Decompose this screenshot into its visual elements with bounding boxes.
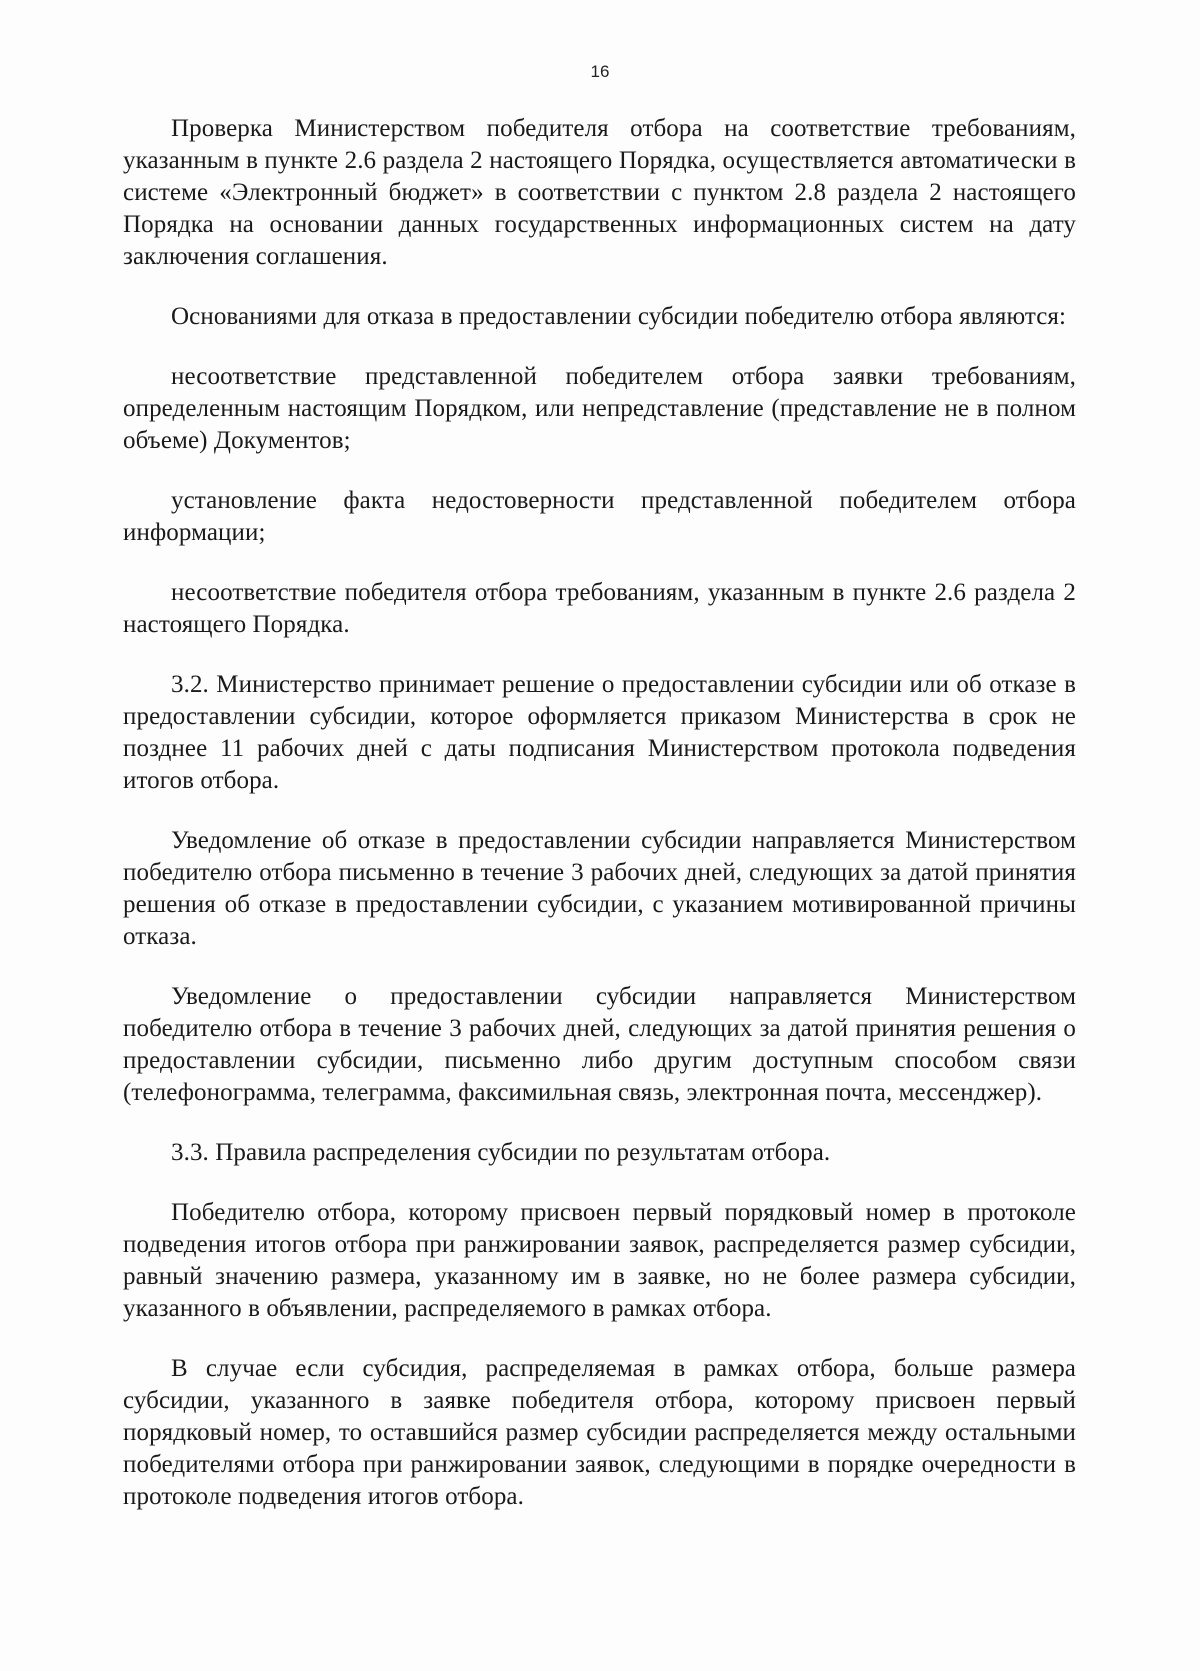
paragraph-3-3-heading: 3.3. Правила распределения субсидии по результатам отбора. — [171, 1139, 831, 1166]
page-number: 16 — [590, 62, 610, 81]
paragraph-refusal-grounds: Основаниями для отказа в предоставлении субсидии победителю отбора являются: — [171, 303, 1067, 330]
paragraph-verification: Проверка Министерством победителя отбора на соответствие требованиям, указанным в пункте 2.6 раздела 2 настоящего Порядка, осуществляется автоматически в системе «Электронный бюджет» в соответствии с пунктом 2.8 раздела 2 настоящего Порядка на основании данных государственных информационных систем на дату заключения соглашения. — [123, 115, 1076, 270]
paragraph-ground-noncompliance-winner: несоответствие победителя отбора требованиям, указанным в пункте 2.6 раздела 2 настоящего Порядка. — [123, 579, 1076, 638]
paragraph-3-2-decision: 3.2. Министерство принимает решение о предоставлении субсидии или об отказе в предоставлении субсидии, которое оформляется приказом Министерства в срок не позднее 11 рабочих дней с даты подписания Министерством протокола подведения итогов отбора. — [123, 671, 1076, 794]
document-body — [123, 113, 1076, 1541]
paragraph-refusal-notice: Уведомление об отказе в предоставлении субсидии направляется Министерством победителю отбора письменно в течение 3 рабочих дней, следующих за датой принятия решения об отказе в предоставлении субсидии, с указанием мотивированной причины отказа. — [123, 827, 1076, 950]
paragraph-ground-false-information: установление факта недостоверности представленной победителем отбора информации; — [123, 487, 1076, 546]
paragraph-remaining-distribution: В случае если субсидия, распределяемая в рамках отбора, больше размера субсидии, указанного в заявке победителя отбора, которому присвоен первый порядковый номер, то оставшийся размер субсидии распределяется между остальными победителями отбора при ранжировании заявок, следующими в порядке очередности в протоколе подведения итогов отбора. — [123, 1355, 1076, 1510]
paragraph-ground-noncompliance-application: несоответствие представленной победителем отбора заявки требованиям, определенным настоящим Порядком, или непредставление (представление не в полном объеме) Документов; — [123, 363, 1076, 454]
paragraph-grant-notice: Уведомление о предоставлении субсидии направляется Министерством победителю отбора в течение 3 рабочих дней, следующих за датой принятия решения о предоставлении субсидии, письменно либо другим доступным способом связи (телефонограмма, телеграмма, факсимильная связь, электронная почта, мессенджер). — [123, 983, 1076, 1106]
paragraph-first-winner: Победителю отбора, которому присвоен первый порядковый номер в протоколе подведения итогов отбора при ранжировании заявок, распределяется размер субсидии, равный значению размера, указанному им в заявке, но не более размера субсидии, указанного в объявлении, распределяемого в рамках отбора. — [123, 1199, 1076, 1322]
